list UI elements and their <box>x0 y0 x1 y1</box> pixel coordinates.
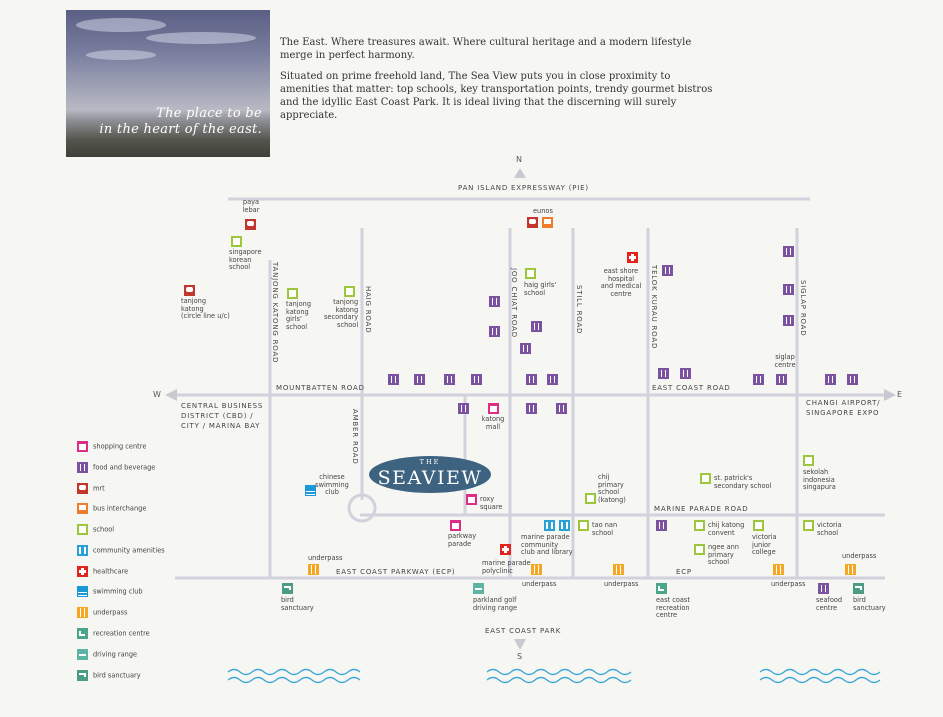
label-line: club <box>325 488 339 497</box>
label-line: parade <box>448 539 472 548</box>
label-line: (katong) <box>598 495 626 504</box>
legend-label: mrt <box>93 484 105 493</box>
mountbatten-road-label: MOUNTBATTEN ROAD <box>276 384 365 392</box>
label-line: tao nan <box>592 521 618 529</box>
east-arrow <box>884 389 896 401</box>
legend-item <box>77 441 146 453</box>
label-line: katong <box>286 307 309 316</box>
label-line: st. patrick's <box>714 474 753 482</box>
school-icon[interactable] <box>803 455 814 466</box>
label-line: tanjong <box>333 298 359 306</box>
food-and-beverage-icon[interactable] <box>825 374 836 385</box>
food-and-beverage-icon[interactable] <box>776 374 787 385</box>
legend-item <box>77 649 137 661</box>
label-line: east coast <box>656 596 690 604</box>
mrt-icon[interactable] <box>245 219 256 230</box>
sekolah-indonesia-label <box>803 469 836 492</box>
the-seaview-badge[interactable] <box>369 456 491 493</box>
food-and-beverage-icon[interactable] <box>414 374 425 385</box>
label-line: polyclinic <box>482 566 513 575</box>
legend-label: bus interchange <box>93 504 147 513</box>
changi-line-2: SINGAPORE EXPO <box>806 409 880 417</box>
food-and-beverage-icon <box>77 462 88 473</box>
label-line: school <box>337 320 359 329</box>
food-and-beverage-icon[interactable] <box>783 315 794 326</box>
underpass-icon[interactable] <box>613 564 624 575</box>
school-icon[interactable] <box>525 268 536 279</box>
label-line: singapura <box>803 483 836 492</box>
food-and-beverage-icon[interactable] <box>818 583 829 594</box>
mrt-icon <box>77 483 88 494</box>
label-line: sekolah <box>803 468 829 476</box>
label-line: school <box>229 263 251 272</box>
tagline-line-2: in the heart of the east. <box>99 122 262 137</box>
underpass-label: underpass <box>308 554 343 562</box>
food-and-beverage-icon[interactable] <box>531 321 542 332</box>
recreation-centre-icon <box>77 628 88 639</box>
ecp-short-label: ECP <box>676 568 692 576</box>
joo-chiat-road-label: JOO CHIAT ROAD <box>510 268 518 338</box>
label-line: chinese <box>319 473 345 481</box>
label-line: indonesia <box>803 475 835 484</box>
label-line: tanjong <box>181 297 207 305</box>
label-line: victoria <box>752 533 777 541</box>
label-line: marine parade <box>482 559 531 567</box>
legend-label: driving range <box>93 650 138 659</box>
swimming-club-icon <box>77 586 88 597</box>
changi-line-1: CHANGI AIRPORT/ <box>806 399 881 407</box>
food-and-beverage-icon[interactable] <box>680 368 691 379</box>
label-line: katong <box>181 304 204 313</box>
label-line: east shore <box>603 267 639 275</box>
pie-label: PAN ISLAND EXPRESSWAY (PIE) <box>458 184 589 192</box>
underpass-icon <box>77 607 88 618</box>
label-line: mall <box>485 422 501 431</box>
food-and-beverage-icon[interactable] <box>388 374 399 385</box>
label-line: school <box>592 528 614 537</box>
school-icon[interactable] <box>753 520 764 531</box>
food-and-beverage-icon[interactable] <box>662 265 673 276</box>
mrt-icon[interactable] <box>184 285 195 296</box>
label-line: junior <box>752 540 771 549</box>
label-line: community <box>521 540 559 549</box>
healthcare-icon[interactable] <box>500 544 511 555</box>
underpass-icon[interactable] <box>531 564 542 575</box>
label-line: chij <box>598 473 610 481</box>
label-line: katong <box>481 415 505 423</box>
label-line: tanjong <box>286 300 312 308</box>
label-line: centre <box>610 289 632 298</box>
bus-interchange-icon[interactable] <box>542 217 553 228</box>
label-line: katong <box>335 305 359 314</box>
legend-label: school <box>93 525 115 534</box>
recreation-centre-icon[interactable] <box>656 583 667 594</box>
underpass-icon[interactable] <box>308 564 319 575</box>
chinese-swimming-club-label <box>315 474 349 497</box>
ngee-ann-label <box>708 544 739 567</box>
label-line: chij katong <box>708 521 745 529</box>
underpass-label: underpass <box>522 580 557 588</box>
label-line: girls' <box>286 315 302 324</box>
label-line: school <box>817 528 839 537</box>
legend-item <box>77 670 141 682</box>
label-line: and medical <box>600 282 642 291</box>
label-line: centre <box>774 360 796 369</box>
legend-label: underpass <box>93 608 128 617</box>
label-line: haig girls' <box>524 281 557 289</box>
changi-label <box>806 398 880 418</box>
food-and-beverage-icon[interactable] <box>526 374 537 385</box>
food-and-beverage-icon[interactable] <box>753 374 764 385</box>
label-line: paya <box>242 198 260 206</box>
legend-item <box>77 545 165 557</box>
driving-range-icon[interactable] <box>473 583 484 594</box>
label-line: korean <box>229 255 252 264</box>
east-coast-park-label: EAST COAST PARK <box>485 627 562 635</box>
marine-parade-road-label: MARINE PARADE ROAD <box>654 505 749 513</box>
school-icon[interactable] <box>578 520 589 531</box>
food-and-beverage-icon[interactable] <box>444 374 455 385</box>
label-line: victoria <box>817 521 842 529</box>
legend-item <box>77 607 127 619</box>
community-amenities-icon[interactable] <box>544 520 555 531</box>
marine-parade-cc-label <box>521 534 573 557</box>
label-line: college <box>752 548 776 557</box>
label-line: school <box>598 488 620 497</box>
label-line: secondary school <box>714 481 772 490</box>
underpass-label: underpass <box>771 580 806 588</box>
legend-item <box>77 628 150 640</box>
label-line: centre <box>656 611 678 620</box>
haig-girls-school-label <box>524 282 556 297</box>
food-and-beverage-icon[interactable] <box>783 284 794 295</box>
telok-kurau-road-label: TELOK KURAU ROAD <box>650 265 658 350</box>
label-line: hospital <box>607 274 635 283</box>
legend-label: community amenities <box>93 546 165 555</box>
food-and-beverage-icon[interactable] <box>783 246 794 257</box>
food-and-beverage-icon[interactable] <box>489 326 500 337</box>
legend-label: healthcare <box>93 567 129 576</box>
shopping-centre-icon <box>77 441 88 452</box>
legend-label: recreation centre <box>93 629 150 638</box>
label-line: school <box>524 288 546 297</box>
tanjong-katong-girls-school-label <box>286 301 311 331</box>
underpass-icon[interactable] <box>773 564 784 575</box>
ecp-label: EAST COAST PARKWAY (ECP) <box>336 568 456 576</box>
south-arrow <box>514 639 526 650</box>
label-line: school <box>708 558 730 567</box>
school-icon[interactable] <box>694 544 705 555</box>
west-arrow <box>165 389 177 401</box>
label-line: secondary <box>324 313 359 322</box>
haig-road-label: HAIG ROAD <box>364 286 372 334</box>
shopping-centre-icon[interactable] <box>450 520 461 531</box>
south-label: S <box>517 652 523 661</box>
healthcare-icon <box>77 566 88 577</box>
community-amenities-icon <box>77 545 88 556</box>
food-and-beverage-icon[interactable] <box>520 343 531 354</box>
food-and-beverage-icon[interactable] <box>556 403 567 414</box>
community-amenities-icon[interactable] <box>559 520 570 531</box>
still-road-label: STILL ROAD <box>575 285 583 335</box>
tanjong-katong-secondary-label <box>324 299 358 329</box>
label-line: primary <box>708 550 734 559</box>
label-line: school <box>286 322 308 331</box>
food-and-beverage-icon[interactable] <box>458 403 469 414</box>
label-line: square <box>480 502 503 511</box>
label-line: bird <box>281 596 294 604</box>
label-line: bird <box>853 596 866 604</box>
chij-katong-convent-label <box>708 522 744 537</box>
legend-label: shopping centre <box>93 442 147 451</box>
food-and-beverage-icon[interactable] <box>547 374 558 385</box>
driving-range-icon <box>77 649 88 660</box>
eunos-label: eunos <box>533 207 553 215</box>
sea-waves <box>228 670 880 683</box>
amber-road-label: AMBER ROAD <box>351 409 359 465</box>
bird-sanctuary-label <box>853 597 886 612</box>
healthcare-icon[interactable] <box>627 252 638 263</box>
chij-primary-label <box>598 474 626 504</box>
bus-interchange-icon <box>77 503 88 514</box>
cbd-line-3: CITY / MARINA BAY <box>181 422 261 430</box>
north-label: N <box>516 155 522 164</box>
tao-nan-label <box>592 522 617 537</box>
siglap-centre-label <box>774 354 795 369</box>
polyclinic-label <box>482 560 531 575</box>
legend-label: food and beverage <box>93 463 156 472</box>
siglap-road-label: SIGLAP ROAD <box>799 280 807 337</box>
intro-paragraph-2: Situated on prime freehold land, The Sea View puts you in close proximity to amenities that matter: top schools, key transportation points, trendy gourmet bistros and the idyllic East Coast Park. It is ideal living that the discerning will surely appreciate. <box>280 71 713 121</box>
st-patricks-label <box>714 475 771 490</box>
east-coast-recreation-label <box>656 597 690 620</box>
label-line: (circle line u/c) <box>181 312 230 321</box>
legend-item <box>77 566 128 578</box>
seaview-the: THE <box>419 458 441 466</box>
school-icon[interactable] <box>287 288 298 299</box>
school-icon[interactable] <box>803 520 814 531</box>
bird-sanctuary-label <box>281 597 314 612</box>
legend-label: bird sanctuary <box>93 671 141 680</box>
label-line: marine parade <box>521 533 570 541</box>
bird-sanctuary-icon[interactable] <box>282 583 293 594</box>
east-label: E <box>897 390 903 399</box>
label-line: convent <box>708 528 735 537</box>
roxy-square-label <box>480 496 502 511</box>
shopping-centre-icon[interactable] <box>488 403 499 414</box>
parkland-golf-label <box>473 597 517 612</box>
tanjong-katong-road-label: TANJONG KATONG ROAD <box>271 262 279 364</box>
seafood-centre-label <box>816 597 842 612</box>
school-icon[interactable] <box>694 520 705 531</box>
label-line: parkway <box>448 532 477 540</box>
west-label: W <box>153 390 161 399</box>
legend-item <box>77 586 143 598</box>
cbd-label <box>181 401 263 431</box>
paya-lebar-label <box>243 199 260 214</box>
label-line: seafood <box>816 596 843 604</box>
underpass-icon[interactable] <box>845 564 856 575</box>
katong-mall-label <box>482 416 505 431</box>
food-and-beverage-icon[interactable] <box>847 374 858 385</box>
tanjong-katong-mrt-label <box>181 298 230 321</box>
label-line: club and library <box>521 548 573 557</box>
food-and-beverage-icon[interactable] <box>526 403 537 414</box>
bird-sanctuary-icon <box>77 670 88 681</box>
east-coast-road-label: EAST COAST ROAD <box>652 384 731 392</box>
school-icon[interactable] <box>585 493 596 504</box>
school-icon <box>77 524 88 535</box>
underpass-label: underpass <box>842 552 877 560</box>
label-line: recreation <box>656 603 690 612</box>
tagline-line-1: The place to be <box>156 106 262 121</box>
legend-label: swimming club <box>93 587 143 596</box>
label-line: swimming <box>315 480 349 489</box>
food-and-beverage-icon[interactable] <box>489 296 500 307</box>
victoria-jc-label <box>752 534 777 557</box>
label-line: parkland golf <box>473 596 517 604</box>
label-line: siglap <box>775 353 795 361</box>
label-line: sanctuary <box>281 603 314 612</box>
food-and-beverage-icon[interactable] <box>658 368 669 379</box>
north-arrow <box>514 168 526 178</box>
underpass-label: underpass <box>604 580 639 588</box>
seaview-name: SEAVIEW <box>377 467 483 489</box>
legend-item <box>77 462 155 474</box>
shopping-centre-icon[interactable] <box>466 494 477 505</box>
label-line: singapore <box>229 248 262 256</box>
victoria-school-label <box>817 522 842 537</box>
cbd-line-2: DISTRICT (CBD) / <box>181 412 254 420</box>
legend-item <box>77 483 105 495</box>
label-line: sanctuary <box>853 603 886 612</box>
bird-sanctuary-icon[interactable] <box>853 583 864 594</box>
parkway-parade-label <box>448 533 476 548</box>
label-line: driving range <box>473 603 518 612</box>
legend-item <box>77 503 146 515</box>
singapore-korean-school-label <box>229 249 262 272</box>
label-line: primary <box>598 480 624 489</box>
cbd-line-1: CENTRAL BUSINESS <box>181 402 264 410</box>
intro-paragraph-1: The East. Where treasures await. Where cultural heritage and a modern lifestyle merge in perfect harmony. <box>280 37 692 61</box>
school-icon[interactable] <box>344 286 355 297</box>
label-line: roxy <box>480 495 495 503</box>
school-icon[interactable] <box>231 236 242 247</box>
food-and-beverage-icon[interactable] <box>656 520 667 531</box>
label-line: centre <box>816 603 838 612</box>
school-icon[interactable] <box>700 473 711 484</box>
east-shore-hospital-label <box>601 268 642 298</box>
legend-item <box>77 524 114 536</box>
label-line: lebar <box>242 205 260 214</box>
mrt-icon[interactable] <box>527 217 538 228</box>
label-line: ngee ann <box>708 543 739 551</box>
food-and-beverage-icon[interactable] <box>471 374 482 385</box>
